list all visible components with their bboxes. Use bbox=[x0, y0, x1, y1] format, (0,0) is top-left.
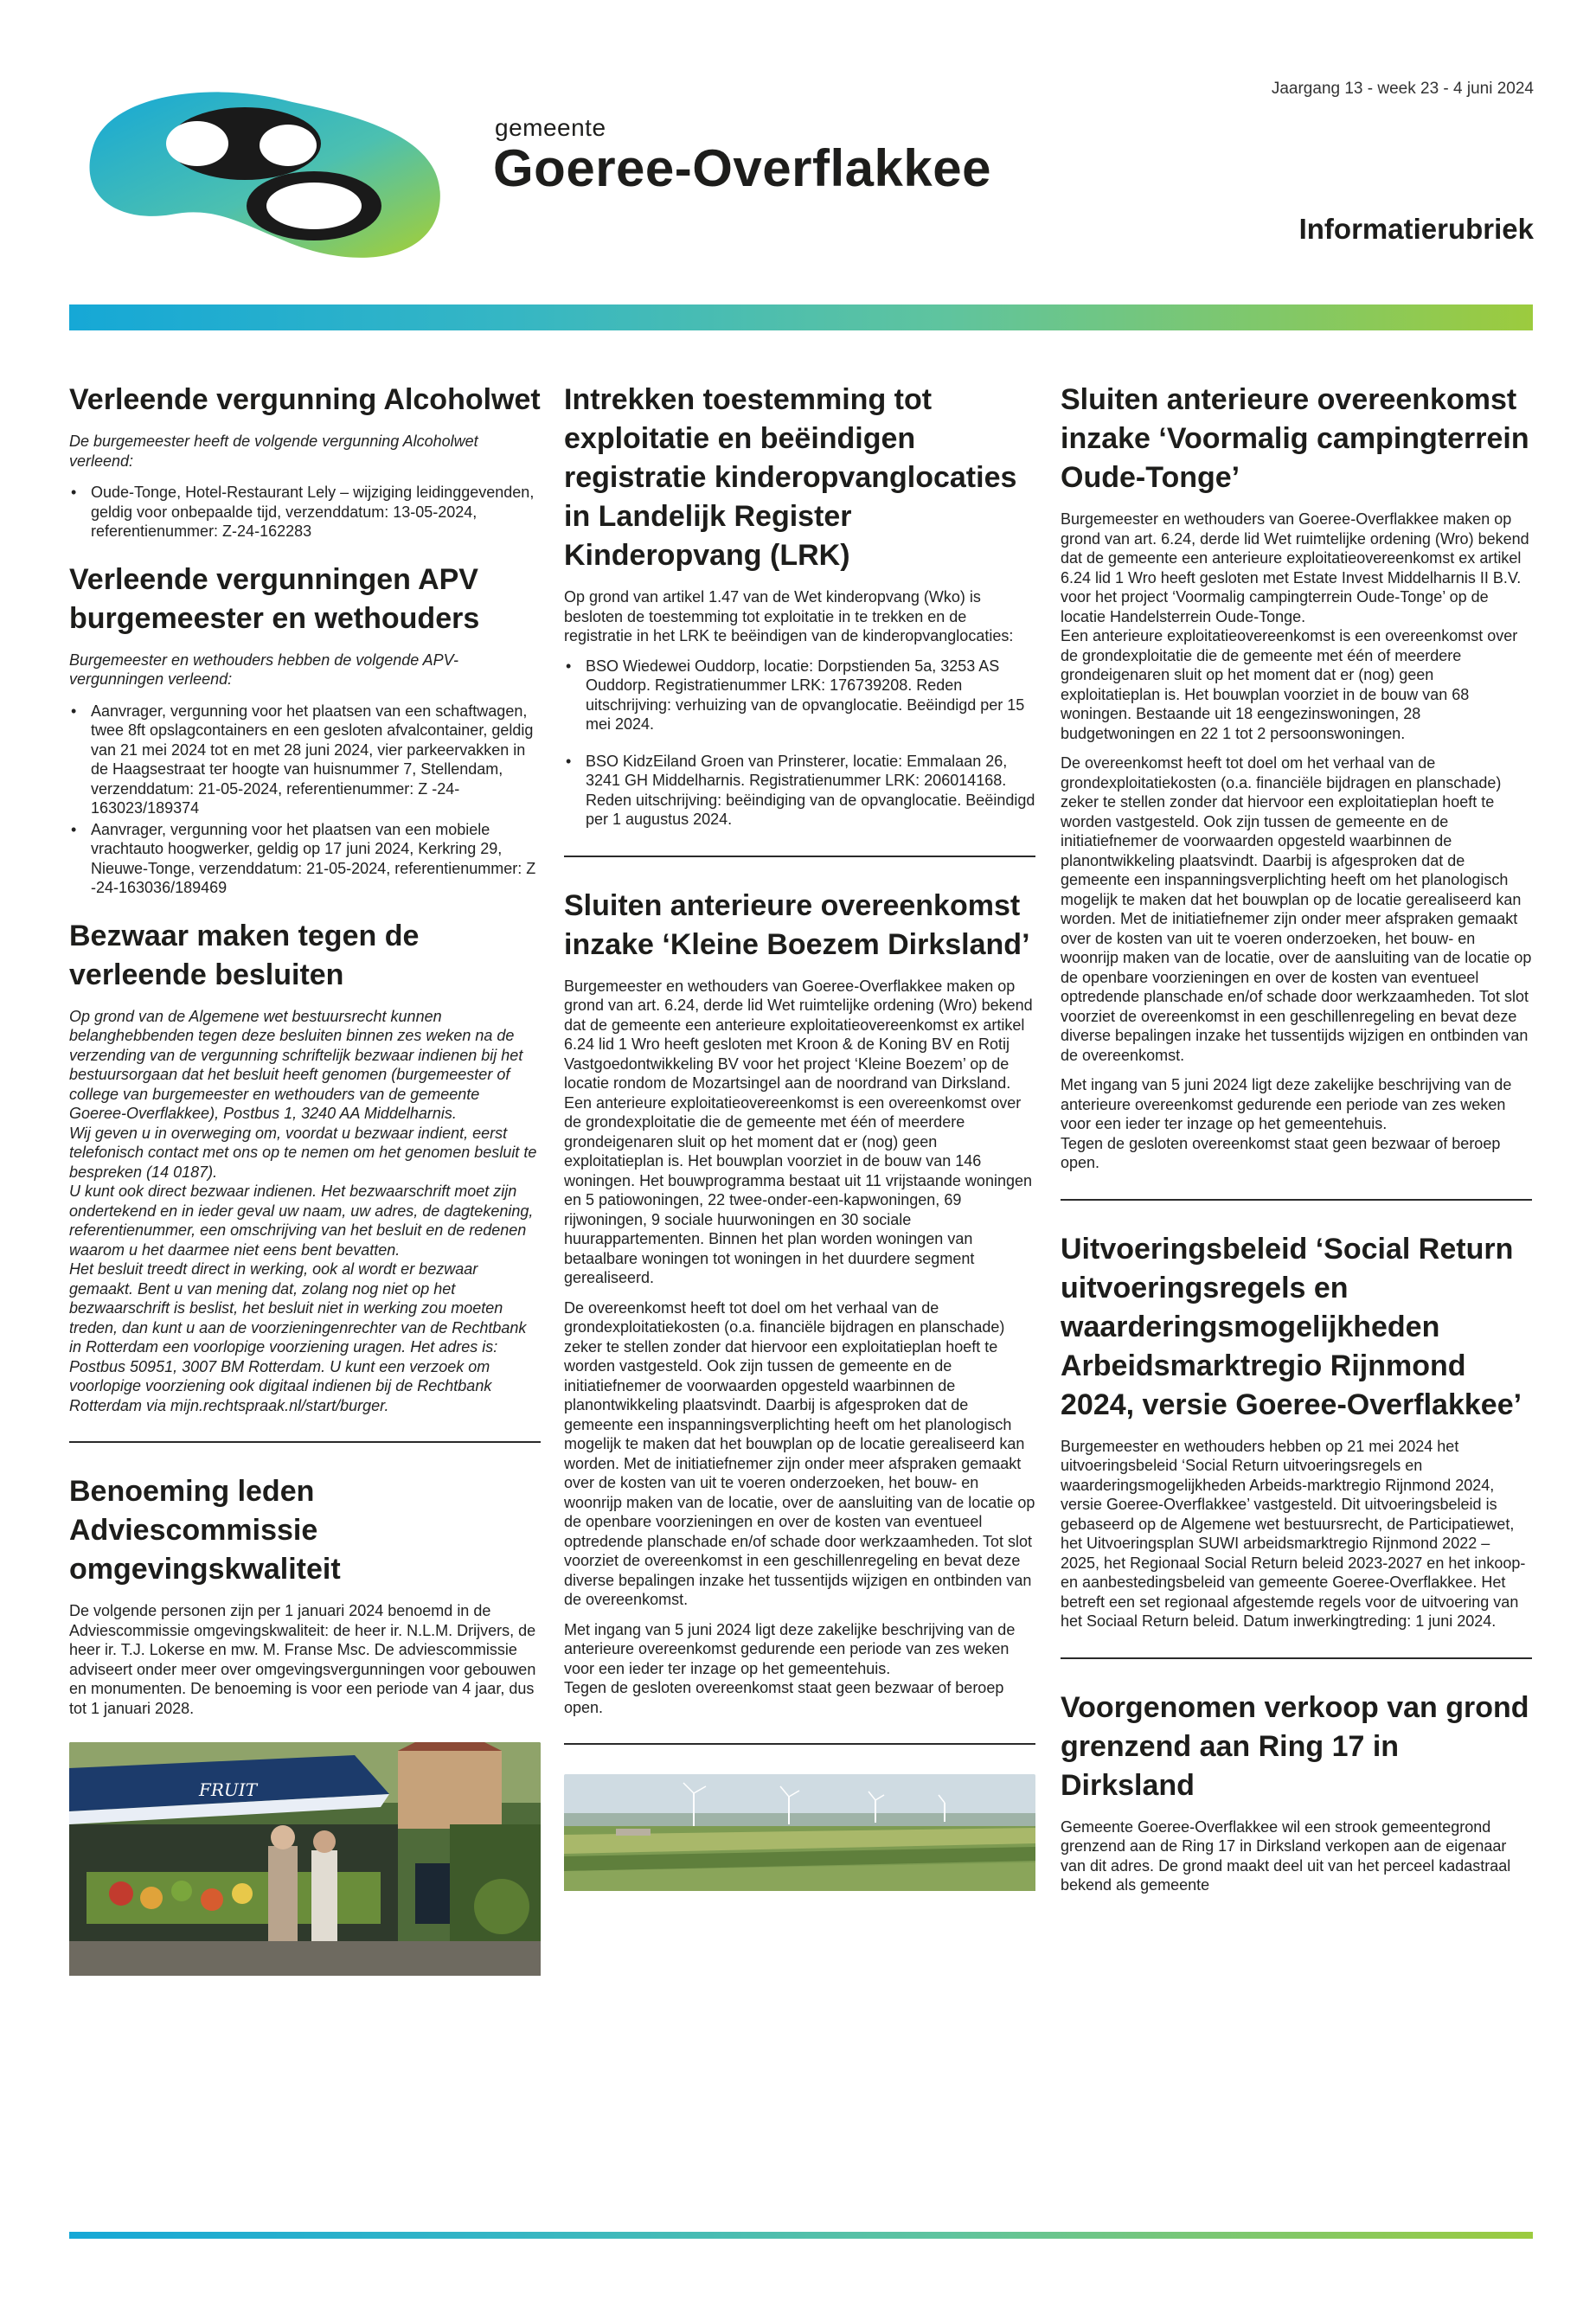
article-paragraph: Op grond van de Algemene wet bestuursrecht kunnen belanghebbenden tegen deze besluiten binnen zes weken na de verzending van de vergunning schriftelijk bezwaar indienen bij het bestuursorgaan dat het besluit heeft genomen (burgemeester of college van burgemeester en wethouders van de gemeente Goeree-Overflakkee), Postbus 1, 3240 AA Middelharnis. bbox=[69, 1007, 523, 1122]
article-title: Intrekken toestemming tot exploitatie en beëindigen registratie kinderopvanglocaties in Landelijk Register Kinderopvang (LRK) bbox=[564, 383, 1017, 572]
article-title: Verleende vergunningen APV burgemeester en wethouders bbox=[69, 562, 480, 635]
article-apv bbox=[69, 561, 541, 898]
article-paragraph: Met ingang van 5 juni 2024 ligt deze zakelijke beschrijving van de anterieure overeenkomst gedurende een periode van zes weken voor een ieder ter inzage op het gemeentehuis. bbox=[1061, 1076, 1512, 1132]
list-item: • Aanvrager, vergunning voor het plaatsen van een schaftwagen, twee 8ft opslagcontainers en een gesloten afvalcontainer, geldig van 21 mei 2024 tot en met 28 juni 2024, vier parkeervakken in de Haagsestraat ter hoogte van huisnummer 7, Stellendam, verzenddatum: 21-05-2024, referentienummer: Z -24-163023/189374 bbox=[91, 702, 541, 818]
column-1 bbox=[69, 381, 541, 2219]
article-list bbox=[564, 657, 1035, 830]
article-paragraph: Burgemeester en wethouders van Goeree-Overflakkee maken op grond van art. 6.24, derde lid Wet ruimtelijke ordening (Wro) bekend dat de gemeente een anterieure exploitatieovereenkomst ex artikel 6.24 lid 1 Wro heeft gesloten met Estate Invest Middelharnis II B.V. voor het project ‘Voormalig campingterrein Oude-Tonge’ op de locatie Handelsterrein Oude-Tonge. bbox=[1061, 510, 1529, 625]
list-item: • Aanvrager, vergunning voor het plaatsen van een mobiele vrachtauto hoogwerker, geldig op 17 juni 2024, Kerkring 29, Nieuwe-Tonge, verzenddatum: 21-05-2024, referentienummer: Z -24-163036/189469 bbox=[91, 820, 541, 898]
article-paragraph: De volgende personen zijn per 1 januari 2024 benoemd in de Adviescommissie omgevingskwaliteit: de heer ir. N.L.M. Drijvers, de heer ir. T.J. Lokerse en mw. M. Franse Msc. De adviescommissie adviseert onder meer over omgevingsvergunningen voor gebouwen en monumenten. De benoeming is voor een periode van 4 jaar, dus tot 1 januari 2028. bbox=[69, 1602, 536, 1717]
article-paragraph: Tegen de gesloten overeenkomst staat geen bezwaar of beroep open. bbox=[1061, 1134, 1501, 1171]
article-verkoop-grond bbox=[1061, 1689, 1532, 1895]
column-2 bbox=[564, 381, 1035, 2219]
article-paragraph: Tegen de gesloten overeenkomst staat geen bezwaar of beroep open. bbox=[564, 1679, 1004, 1716]
article-list bbox=[69, 483, 541, 542]
article-lrk bbox=[564, 381, 1035, 830]
article-paragraph: Een anterieure exploitatieovereenkomst is een overeenkomst over de grondexploitatie die de gemeente met één of meerdere grondeigenaren sluit op het moment dat er (nog) geen exploitatieplan is. Het bouwplan voorziet in de bouw van 146 woningen. Het bouwprogramma bestaat uit 11 vrijstaande woningen en 5 patiowoningen, 22 twee-onder-een-kapwoningen, 69 rijwoningen, 9 sociale huurwoningen en 30 sociale huurappartementen. Binnen het plan worden woningen van betaalbare woningen tot woningen in het duurdere segment gerealiseerd. bbox=[564, 1093, 1032, 1286]
section-title: Informatierubriek bbox=[1298, 213, 1534, 245]
market-stall-photo bbox=[69, 1742, 541, 1980]
windmill-landscape-photo bbox=[564, 1774, 1035, 1895]
article-list bbox=[69, 702, 541, 898]
article-lead: De burgemeester heeft de volgende vergunning Alcoholwet verleend: bbox=[69, 433, 478, 470]
divider bbox=[69, 1441, 541, 1443]
divider bbox=[564, 1743, 1035, 1745]
column-3 bbox=[1061, 381, 1532, 2219]
masthead bbox=[0, 0, 1596, 298]
article-title: Verleende vergunning Alcoholwet bbox=[69, 383, 541, 416]
divider bbox=[1061, 1199, 1532, 1201]
article-kleine-boezem bbox=[564, 887, 1035, 1718]
brand-prefix: gemeente bbox=[495, 114, 606, 141]
article-paragraph: De overeenkomst heeft tot doel om het verhaal van de grondexploitatiekosten (o.a. financiële bijdragen en planschade) zeker te stellen zonder dat hiervoor een exploitatieplan hoeft te worden vastgesteld. Ook zijn tussen de gemeente en de initiatiefnemer de voorwaarden opgesteld waarbinnen de planontwikkeling plaatsvindt. Daarbij is afgesproken dat de gemeente een inspanningsverplichting heeft om het planologisch mogelijk te maken dat het bouwplan op de locatie gerealiseerd kan worden. Met de initiatiefnemer zijn onder meer afspraken gemaakt over de kosten van uit te voeren onderzoeken, het bouw- en woonrijp maken van de locatie, over de aansluiting van de locatie op de openbare voorzieningen en over de kosten van eventueel optredende planschade en/of schade door werkzaamheden. Tot slot voorziet de overeenkomst in een geschillenregeling en bevat deze diverse bepalingen inzake het tussentijds wijzigen en ontbinden van de overeenkomst. bbox=[1061, 754, 1532, 1064]
article-title: Sluiten anterieure overeenkomst inzake ‘Kleine Boezem Dirksland’ bbox=[564, 888, 1030, 961]
article-title: Sluiten anterieure overeenkomst inzake ‘Voormalig campingterrein Oude-Tonge’ bbox=[1061, 383, 1529, 494]
divider bbox=[1061, 1657, 1532, 1659]
article-alcoholwet bbox=[69, 381, 541, 542]
article-paragraph: Een anterieure exploitatieovereenkomst is een overeenkomst over de grondexploitatie die de gemeente met één of meerdere grondeigenaren sluit op het moment dat er (nog) geen exploitatieplan is. Het bouwplan voorziet in de bouw van 68 woningen. Bestaande uit 18 eengezinswoningen, 28 budgetwoningen en 22 1 tot 2 persoonswoningen. bbox=[1061, 627, 1518, 742]
list-item: • BSO Wiedewei Ouddorp, locatie: Dorpstienden 5a, 3253 AS Ouddorp. Registratienummer LRK: 176739208. Reden uitschrijving: verhuizing van de opvanglocatie. Beëindigd per 15 mei 2024. bbox=[586, 657, 1035, 734]
article-paragraph: Wij geven u in overweging om, voordat u bezwaar indient, eerst telefonisch contact met ons op te nemen om het genomen besluit te bespreken (14 0187). bbox=[69, 1124, 537, 1181]
article-social-return bbox=[1061, 1230, 1532, 1631]
header-gradient-bar bbox=[69, 304, 1533, 330]
issue-line: Jaargang 13 - week 23 - 4 juni 2024 bbox=[1271, 80, 1534, 98]
article-paragraph: Gemeente Goeree-Overflakkee wil een strook gemeentegrond grenzend aan de Ring 17 in Dirksland verkopen aan de eigenaar van dit adres. De grond maakt deel uit van het perceel kadastraal bekend als gemeente bbox=[1061, 1817, 1511, 1894]
article-title: Bezwaar maken tegen de verleende besluiten bbox=[69, 919, 420, 991]
gemeente-logo-icon bbox=[67, 76, 448, 266]
market-photo-image bbox=[69, 1742, 541, 1976]
article-paragraph: De overeenkomst heeft tot doel om het verhaal van de grondexploitatiekosten (o.a. financiële bijdragen en planschade) zeker te stellen zonder dat hiervoor een exploitatieplan hoeft te worden vastgesteld. Ook zijn tussen de gemeente en de initiatiefnemer de voorwaarden opgesteld waarbinnen de planontwikkeling plaatsvindt. Daarbij is afgesproken dat de gemeente een inspanningsverplichting heeft om het planologisch mogelijk te maken dat het bouwplan op de locatie gerealiseerd kan worden. Met de initiatiefnemer zijn onder meer afspraken gemaakt over de kosten van uit te voeren onderzoeken, het bouw- en woonrijp maken van de locatie, over de aansluiting van de locatie op de openbare voorzieningen en over de kosten van eventueel optredende planschade en/of schade door werkzaamheden. Tot slot voorziet de overeenkomst in een geschillenregeling en bevat deze diverse bepalingen inzake het tussentijds wijzigen en ontbinden van de overeenkomst. bbox=[564, 1298, 1035, 1608]
brand-name: Goeree-Overflakkee bbox=[493, 139, 992, 197]
article-bezwaar bbox=[69, 917, 541, 1416]
landscape-photo-image bbox=[564, 1774, 1035, 1891]
article-paragraph: Burgemeester en wethouders hebben op 21 mei 2024 het uitvoeringsbeleid ‘Social Return uitvoeringsregels en waarderingsmogelijkheden Arbeids-marktregio Rijnmond 2024, versie Goeree-Overflakkee’ vastgesteld. Dit uitvoeringsbeleid is gebaseerd op de Algemene wet bestuursrecht, de Participatiewet, het Uitvoeringsplan SUWI arbeidsmarktregio Rijnmond 2022 – 2025, het Regionaal Social Return beleid 2023-2027 en het inkoop- en aanbestedingsbeleid van gemeente Goeree-Overflakkee. Het betreft een set regionaal afgestemde regels voor de uitvoering van het Sociaal Return beleid. Datum inwerkingtreding: 1 juni 2024. bbox=[1061, 1437, 1526, 1630]
footer-gradient-bar bbox=[69, 2232, 1533, 2239]
article-lead: Burgemeester en wethouders hebben de volgende APV-vergunningen verleend: bbox=[69, 651, 458, 688]
article-paragraph: U kunt ook direct bezwaar indienen. Het bezwaarschrift moet zijn ondertekend en in ieder geval uw naam, uw adres, de dagtekening, referentienummer, een omschrijving van het besluit en de redenen waarom u het daarmee niet eens bent bevatten. bbox=[69, 1183, 534, 1259]
list-item: • Oude-Tonge, Hotel-Restaurant Lely – wijziging leidinggevenden, geldig voor onbepaalde tijd, verzenddatum: 13-05-2024, referentienummer: Z-24-162283 bbox=[91, 483, 541, 542]
article-title: Benoeming leden Adviescommissie omgevingskwaliteit bbox=[69, 1475, 341, 1586]
divider bbox=[564, 856, 1035, 857]
article-paragraph: Het besluit treedt direct in werking, ook al wordt er bezwaar gemaakt. Bent u van mening dat, zolang nog niet op het bezwaarschrift is beslist, het besluit niet in werking zou moeten treden, dan kunt u aan de voorzieningenrechter van de Rechtbank in Rotterdam een voorlopige voorziening uragen. Het adres is: Postbus 50951, 3007 BM Rotterdam. U kunt een verzoek om voorlopige voorziening ook digitaal indienen bij de Rechtbank Rotterdam via mijn.rechtspraak.nl/start/burger. bbox=[69, 1260, 527, 1414]
list-item: • BSO KidzEiland Groen van Prinsterer, locatie: Emmalaan 26, 3241 GH Middelharnis. Registratienummer LRK: 206014168. Reden uitschrijving: beëindiging van de opvanglocatie. Beëindigd per 1 augustus 2024. bbox=[586, 752, 1035, 830]
article-adviescommissie bbox=[69, 1472, 541, 1718]
article-paragraph: Burgemeester en wethouders van Goeree-Overflakkee maken op grond van art. 6.24, derde lid Wet ruimtelijke ordening (Wro) bekend dat de gemeente een anterieure exploitatieovereenkomst ex artikel 6.24 lid 1 Wro heeft gesloten met Kroon & de Koning BV en Rotij Vastgoedontwikkeling BV voor het project ‘Kleine Boezem’ op de locatie rondom de Mozartsingel aan de noordrand van Dirksland. bbox=[564, 977, 1033, 1092]
article-paragraph: Op grond van artikel 1.47 van de Wet kinderopvang (Wko) is besloten de toestemming tot exploitatie in te trekken en de registratie in het LRK te beëindigen van de kinderopvanglocaties: bbox=[564, 588, 1014, 644]
market-photo-label: FRUIT bbox=[199, 1779, 258, 1800]
article-paragraph: Met ingang van 5 juni 2024 ligt deze zakelijke beschrijving van de anterieure overeenkomst gedurende een periode van zes weken voor een ieder ter inzage op het gemeentehuis. bbox=[564, 1620, 1016, 1677]
article-title: Voorgenomen verkoop van grond grenzend aan Ring 17 in Dirksland bbox=[1061, 1690, 1529, 1802]
article-title: Uitvoeringsbeleid ‘Social Return uitvoeringsregels en waarderingsmogelijkheden Arbeidsmarktregio Rijnmond 2024, versie Goeree-Overflakkee’ bbox=[1061, 1232, 1522, 1421]
article-camping bbox=[1061, 381, 1532, 1173]
